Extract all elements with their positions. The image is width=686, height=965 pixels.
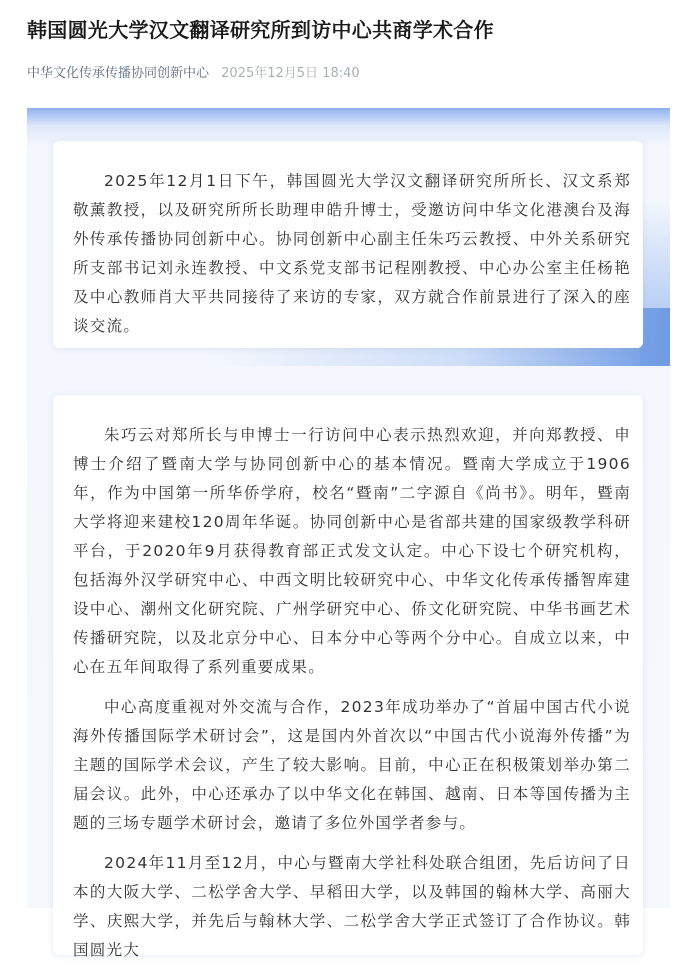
paragraph: 朱巧云对郑所长与申博士一行访问中心表示热烈欢迎，并向郑教授、申博士介绍了暨南大学与协同创新中心的基本情况。暨南大学成立于1906年，作为中国第一所华侨学府，校名“暨南”二字源自《尚书》。明年，暨南大学将迎来建校120周年华诞。协同创新中心是省部共建的国家级教学科研平台，于2020年9月获得教育部正式发文认定。中心下设七个研究机构，包括海外汉学研究中心、中西文明比较研究中心、中华文化传承传播智库建设中心、潮州文化研究院、广州学研究中心、侨文化研究院、中华书画艺术传播研究院，以及北京分中心、日本分中心等两个分中心。自成立以来，中心在五年间取得了系列重要成果。 [73,426,631,676]
article-body-panel [27,108,670,959]
paragraph: 2024年11月至12月，中心与暨南大学社科处联合组团，先后访问了日本的大阪大学、二松学舍大学、早稻田大学，以及韩国的翰林大学、高丽大学、庆熙大学，并先后与翰林大学、二松学舍大学正式签订了合作协议。韩国圆光大 [73,854,631,959]
article-meta [27,62,360,81]
article-title: 韩国圆光大学汉文翻译研究所到访中心共商学术合作 [27,18,494,42]
publish-time: 2025年12月5日 18:40 [221,66,360,81]
paragraph: 2025年12月1日下午，韩国圆光大学汉文翻译研究所所长、汉文系郑敬薰教授，以及研究所所长助理申皓升博士，受邀访问中华文化港澳台及海外传承传播协同创新中心。协同创新中心副主任朱巧云教授、中外关系研究所支部书记刘永连教授、中文系党支部书记程刚教授、中心办公室主任杨艳及中心教师肖大平共同接待了来访的专家，双方就合作前景进行了深入的座谈交流。 [73,172,631,335]
intro-card [53,141,643,348]
paragraph: 中心高度重视对外交流与合作，2023年成功举办了“首届中国古代小说海外传播国际学术研讨会”，这是国内外首次以“中国古代小说海外传播”为主题的国际学术会议，产生了较大影响。目前，中心正在积极策划举办第二届会议。此外，中心还承办了以中华文化在韩国、越南、日本等国传播为主题的三场专题学术研讨会，邀请了多位外国学者参与。 [73,698,631,832]
article-source-link[interactable]: 中华文化传承传播协同创新中心 [27,66,210,81]
content-card [53,395,643,959]
